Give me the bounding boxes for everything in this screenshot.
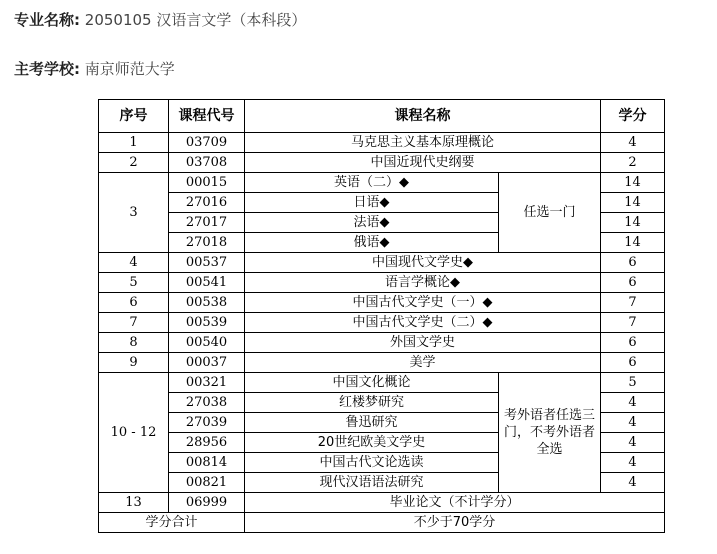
row-credit: 4 bbox=[601, 473, 665, 493]
row-code: 00015 bbox=[169, 173, 245, 193]
row-seq: 10 - 12 bbox=[99, 373, 169, 493]
row-name: 鲁迅研究 bbox=[245, 413, 499, 433]
table-row bbox=[99, 333, 665, 353]
row-code: 00537 bbox=[169, 253, 245, 273]
row-credit: 14 bbox=[601, 173, 665, 193]
row-credit: 4 bbox=[601, 453, 665, 473]
row-name: 20世纪欧美文学史 bbox=[245, 433, 499, 453]
row-code: 00821 bbox=[169, 473, 245, 493]
row-code: 03708 bbox=[169, 153, 245, 173]
row-seq: 6 bbox=[99, 293, 169, 313]
row-seq: 4 bbox=[99, 253, 169, 273]
row-name: 中国文化概论 bbox=[245, 373, 499, 393]
row-code: 00037 bbox=[169, 353, 245, 373]
row-credit: 7 bbox=[601, 313, 665, 333]
row-name: 俄语◆ bbox=[245, 233, 499, 253]
row-credit: 2 bbox=[601, 153, 665, 173]
row-code: 00541 bbox=[169, 273, 245, 293]
total-row bbox=[99, 513, 665, 533]
header-credit: 学分 bbox=[601, 100, 665, 133]
row-credit: 6 bbox=[601, 273, 665, 293]
school-line bbox=[14, 58, 175, 79]
elective-choice-note: 考外语者任选三门，不考外语者全选 bbox=[499, 373, 601, 493]
table-row bbox=[99, 273, 665, 293]
table-row bbox=[99, 313, 665, 333]
row-credit: 6 bbox=[601, 253, 665, 273]
school-value: 南京师范大学 bbox=[84, 60, 175, 78]
row-seq: 5 bbox=[99, 273, 169, 293]
row-credit: 14 bbox=[601, 193, 665, 213]
row-name: 日语◆ bbox=[245, 193, 499, 213]
total-label: 学分合计 bbox=[99, 513, 245, 533]
row-code: 27017 bbox=[169, 213, 245, 233]
row-name: 中国现代文学史◆ bbox=[245, 253, 601, 273]
row-code: 28956 bbox=[169, 433, 245, 453]
table-row bbox=[99, 253, 665, 273]
table-row bbox=[99, 133, 665, 153]
row-seq: 3 bbox=[99, 173, 169, 253]
row-name: 马克思主义基本原理概论 bbox=[245, 133, 601, 153]
row-name: 毕业论文（不计学分） bbox=[245, 493, 665, 513]
row-name: 中国近现代史纲要 bbox=[245, 153, 601, 173]
row-name: 美学 bbox=[245, 353, 601, 373]
course-table bbox=[98, 99, 665, 533]
row-name: 现代汉语语法研究 bbox=[245, 473, 499, 493]
row-credit: 6 bbox=[601, 353, 665, 373]
row-credit: 14 bbox=[601, 213, 665, 233]
row-code: 27018 bbox=[169, 233, 245, 253]
row-seq: 9 bbox=[99, 353, 169, 373]
row-code: 06999 bbox=[169, 493, 245, 513]
row-credit: 4 bbox=[601, 433, 665, 453]
table-row bbox=[99, 173, 665, 193]
row-credit: 5 bbox=[601, 373, 665, 393]
row-credit: 14 bbox=[601, 233, 665, 253]
row-code: 27038 bbox=[169, 393, 245, 413]
row-seq: 8 bbox=[99, 333, 169, 353]
row-code: 03709 bbox=[169, 133, 245, 153]
row-code: 27039 bbox=[169, 413, 245, 433]
row-seq: 1 bbox=[99, 133, 169, 153]
major-label: 专业名称: bbox=[14, 11, 80, 29]
row-name: 红楼梦研究 bbox=[245, 393, 499, 413]
row-seq: 13 bbox=[99, 493, 169, 513]
major-line bbox=[14, 9, 306, 30]
row-credit: 4 bbox=[601, 393, 665, 413]
table-row bbox=[99, 493, 665, 513]
header-seq: 序号 bbox=[99, 100, 169, 133]
row-credit: 4 bbox=[601, 133, 665, 153]
row-name: 中国古代文学史（二）◆ bbox=[245, 313, 601, 333]
row-code: 00321 bbox=[169, 373, 245, 393]
table-row bbox=[99, 353, 665, 373]
row-code: 27016 bbox=[169, 193, 245, 213]
row-code: 00538 bbox=[169, 293, 245, 313]
row-name: 中国古代文论选读 bbox=[245, 453, 499, 473]
row-code: 00814 bbox=[169, 453, 245, 473]
row-name: 外国文学史 bbox=[245, 333, 601, 353]
row-code: 00540 bbox=[169, 333, 245, 353]
row-name: 语言学概论◆ bbox=[245, 273, 601, 293]
table-row bbox=[99, 153, 665, 173]
row-name: 法语◆ bbox=[245, 213, 499, 233]
foreign-choice-note: 任选一门 bbox=[499, 173, 601, 253]
total-value: 不少于70学分 bbox=[245, 513, 665, 533]
row-seq: 2 bbox=[99, 153, 169, 173]
row-credit: 6 bbox=[601, 333, 665, 353]
table-row bbox=[99, 373, 665, 393]
row-credit: 4 bbox=[601, 413, 665, 433]
row-name: 中国古代文学史（一）◆ bbox=[245, 293, 601, 313]
header-name: 课程名称 bbox=[245, 100, 601, 133]
row-credit: 7 bbox=[601, 293, 665, 313]
table-row bbox=[99, 293, 665, 313]
header-row bbox=[99, 100, 665, 133]
school-label: 主考学校: bbox=[14, 60, 80, 78]
header-code: 课程代号 bbox=[169, 100, 245, 133]
row-name: 英语（二）◆ bbox=[245, 173, 499, 193]
row-seq: 7 bbox=[99, 313, 169, 333]
major-value: 2050105 汉语言文学（本科段） bbox=[84, 11, 307, 29]
row-code: 00539 bbox=[169, 313, 245, 333]
